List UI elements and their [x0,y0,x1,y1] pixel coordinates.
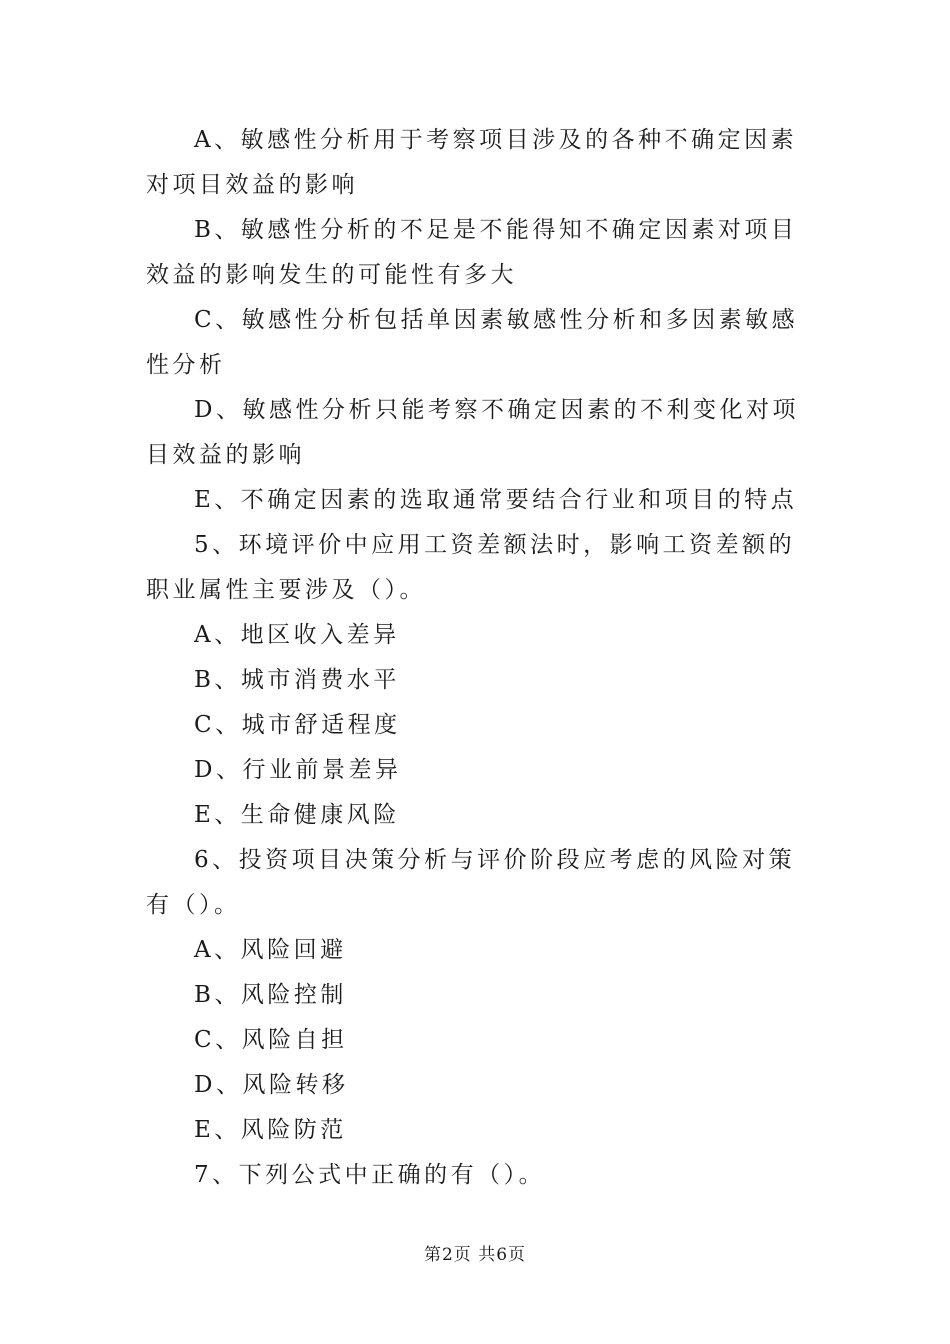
paragraph-option-e: E、不确定因素的选取通常要结合行业和项目的特点 [194,487,798,513]
document-body [146,118,808,1198]
question-6-option-b: B、风险控制 [194,982,347,1008]
question-6: 6、投资项目决策分析与评价阶段应考虑的风险对策有（）。 [146,847,796,918]
paragraph-option-d: D、敏感性分析只能考察不确定因素的不利变化对项目效益的影响 [146,397,799,468]
page-footer: 第2页 共6页 [423,1245,527,1265]
question-6-option-c: C、风险自担 [194,1027,348,1053]
question-5-option-d: D、行业前景差异 [194,757,402,783]
question-5-option-e: E、生命健康风险 [194,802,400,828]
question-5-option-b: B、城市消费水平 [194,667,400,693]
question-5: 5、环境评价中应用工资差额法时，影响工资差额的职业属性主要涉及（）。 [146,532,796,603]
paragraph-option-b: B、敏感性分析的不足是不能得知不确定因素对项目效益的影响发生的可能性有多大 [146,217,798,288]
paragraph-option-a: A、敏感性分析用于考察项目涉及的各种不确定因素对项目效益的影响 [146,127,798,198]
question-7: 7、下列公式中正确的有（）。 [194,1162,546,1188]
question-6-option-e: E、风险防范 [194,1117,347,1143]
question-5-option-c: C、城市舒适程度 [194,712,401,738]
question-6-option-a: A、风险回避 [194,937,347,963]
paragraph-option-c: C、敏感性分析包括单因素敏感性分析和多因素敏感性分析 [146,307,799,378]
question-6-option-d: D、风险转移 [194,1072,349,1098]
question-5-option-a: A、地区收入差异 [194,622,400,648]
